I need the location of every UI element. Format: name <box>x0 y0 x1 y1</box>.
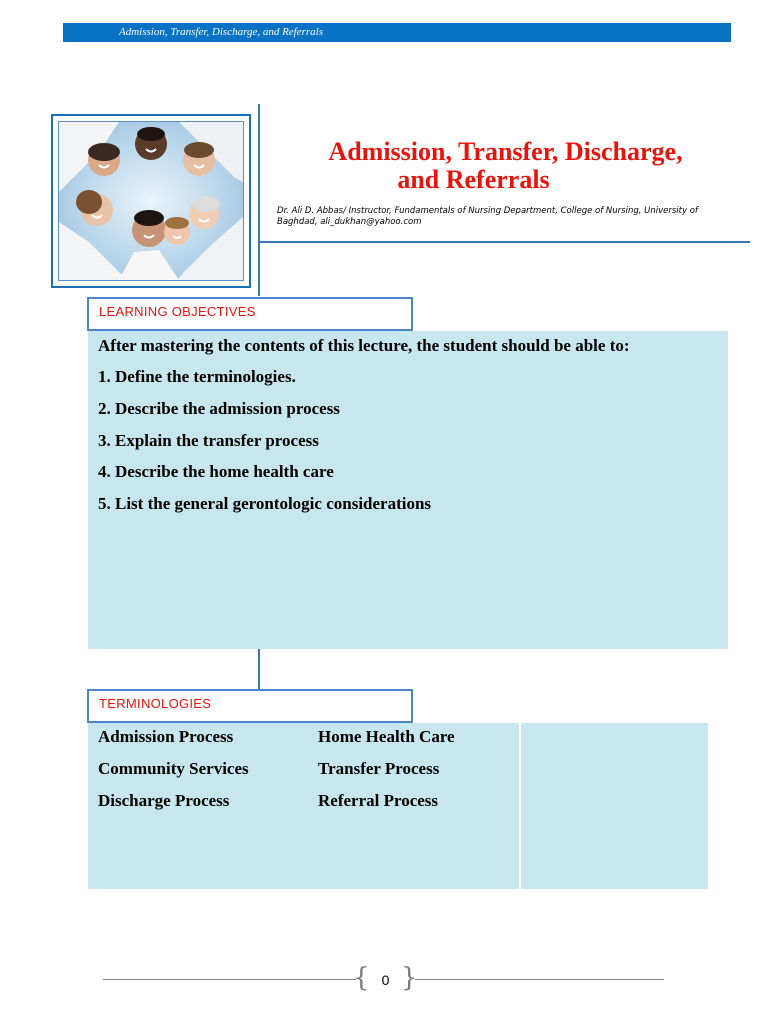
learning-objectives-heading: LEARNING OBJECTIVES <box>99 304 256 319</box>
vertical-rule-top <box>258 104 260 296</box>
objective-item: 5. List the general gerontologic considerations <box>98 494 432 513</box>
vertical-rule-middle <box>258 649 260 689</box>
terminologies-box <box>88 723 708 889</box>
left-brace-icon: { <box>353 963 370 993</box>
term-item: Admission Process <box>98 727 234 746</box>
title-underline-rule <box>260 241 750 243</box>
document-title <box>270 138 735 194</box>
running-header-title: Admission, Transfer, Discharge, and Referrals <box>119 26 324 38</box>
learning-objectives-heading-box <box>87 297 413 331</box>
term-item: Community Services <box>98 759 249 778</box>
footer-rule-left <box>103 979 356 980</box>
footer-rule-right <box>415 979 664 980</box>
term-item: Discharge Process <box>98 791 230 810</box>
objective-item: 3. Explain the transfer process <box>98 431 319 450</box>
learning-objectives-box <box>88 331 728 649</box>
title-line-1: Admission, Transfer, Discharge, <box>328 137 683 166</box>
terminologies-column-divider <box>519 723 521 889</box>
term-item: Home Health Care <box>318 727 455 746</box>
objective-item: 1. Define the terminologies. <box>98 367 296 386</box>
term-item: Referral Process <box>318 791 439 810</box>
cover-photo-frame <box>51 114 251 288</box>
cover-photo <box>58 121 244 281</box>
terminologies-heading: TERMINOLOGIES <box>99 696 212 711</box>
title-line-2: and Referrals <box>397 165 550 194</box>
term-item: Transfer Process <box>318 759 440 778</box>
objective-item: 4. Describe the home health care <box>98 462 334 481</box>
page-number: 0 <box>381 972 390 988</box>
right-brace-icon: } <box>401 963 418 993</box>
author-credit: Dr. Ali D. Abbas/ Instructor, Fundamentals of Nursing Department, College of Nursing, University of Baghdad, ali_dukhan@yahoo.com <box>277 206 698 227</box>
objective-item: 2. Describe the admission process <box>98 399 340 418</box>
running-header-bar <box>63 23 731 42</box>
terminologies-heading-box <box>87 689 413 723</box>
objectives-intro: After mastering the contents of this lecture, the student should be able to: <box>98 336 630 355</box>
doctors-huddle-illustration <box>59 122 243 280</box>
